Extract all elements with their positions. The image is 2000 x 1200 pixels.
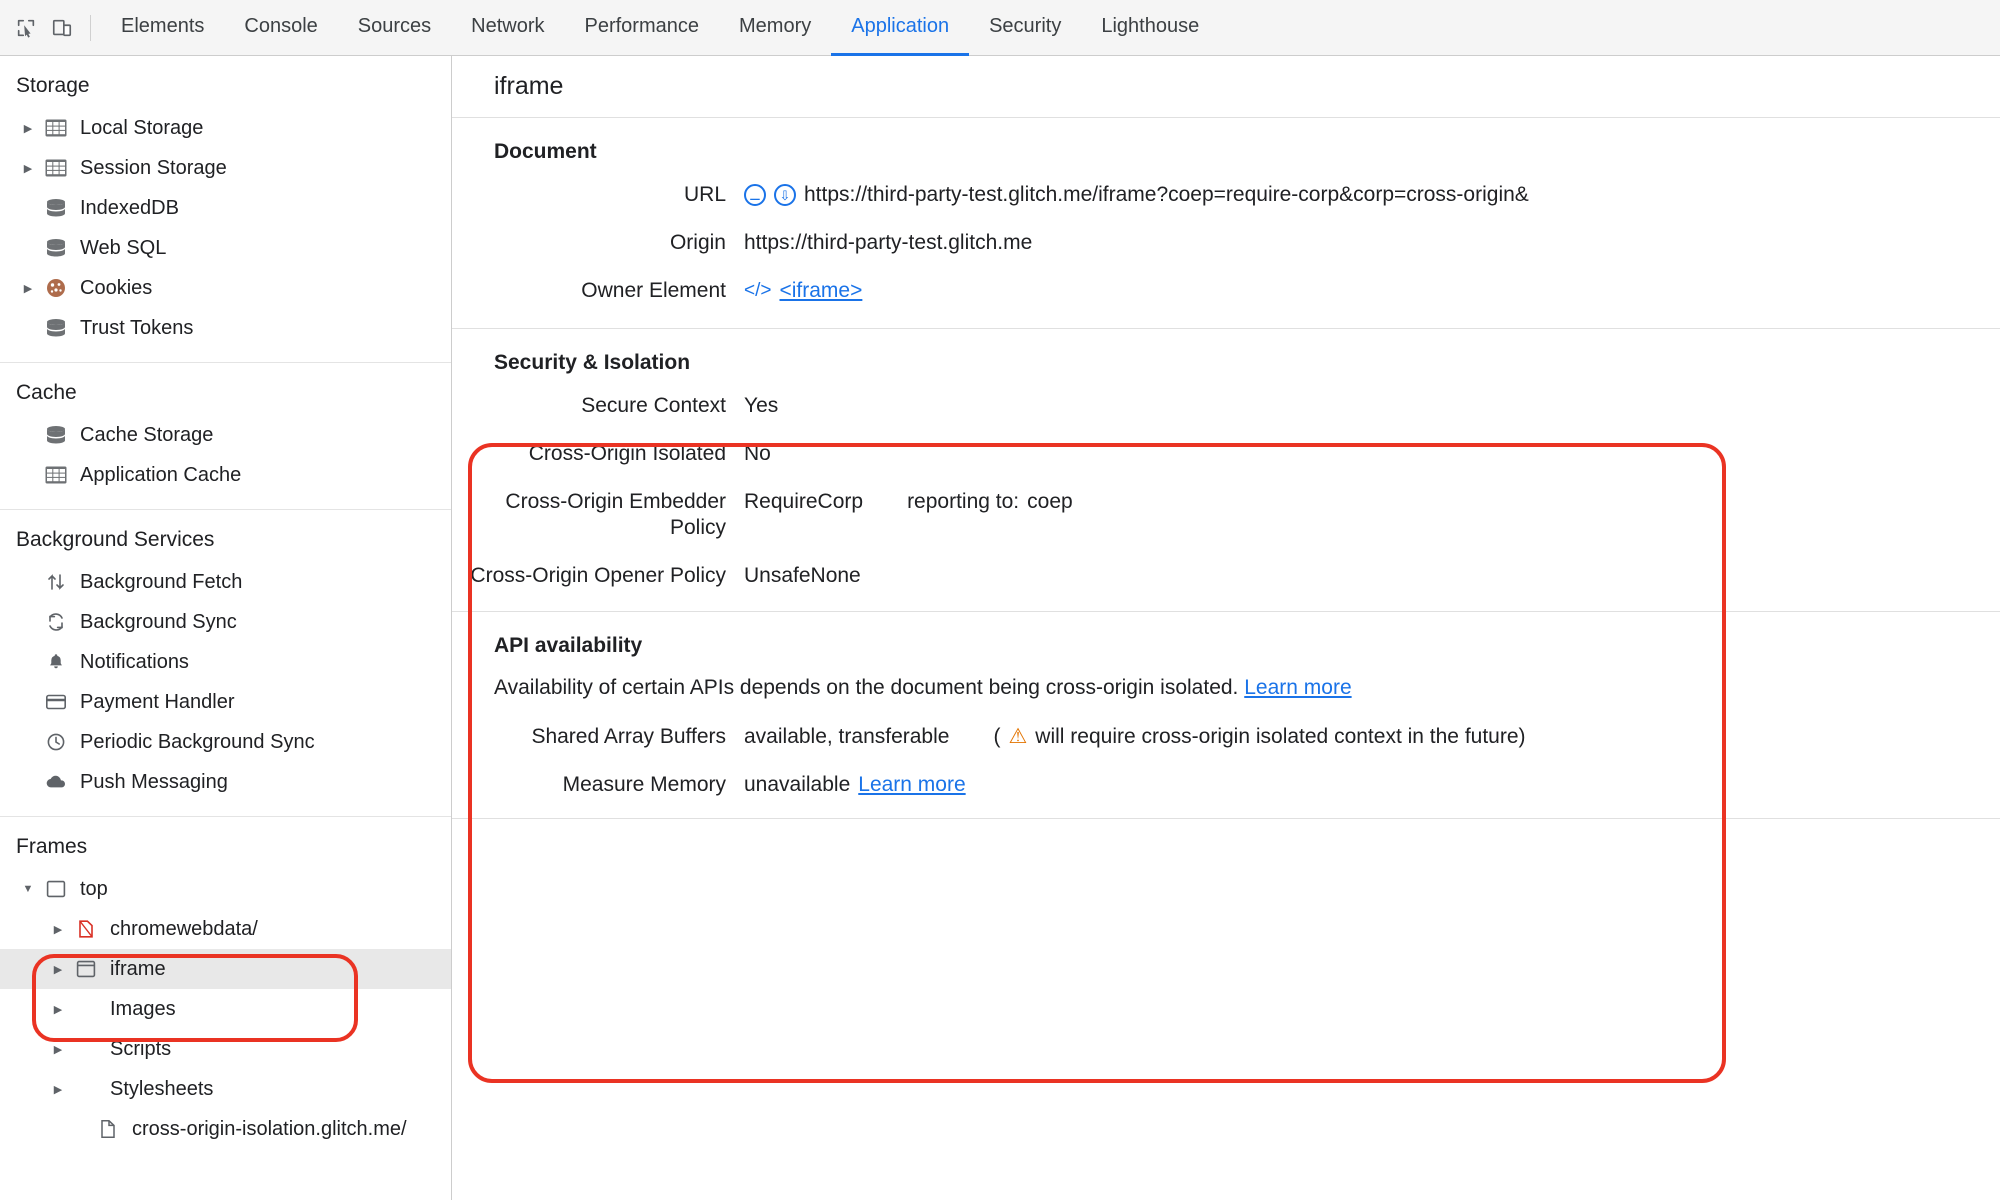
- chevron-placeholder: [18, 469, 38, 482]
- chevron-right-icon[interactable]: ▶: [53, 1083, 63, 1096]
- cookie-icon: [42, 276, 70, 300]
- sidebar-item-label: Push Messaging: [80, 770, 228, 793]
- frame-icon: [42, 877, 70, 901]
- scroll-into-view-icon[interactable]: ⇩: [774, 184, 796, 206]
- sidebar-item-label: Application Cache: [80, 463, 242, 486]
- folder-placeholder-icon: [72, 1037, 100, 1061]
- chevron-right-icon[interactable]: ▶: [53, 1003, 63, 1016]
- sidebar-item-session-storage[interactable]: [0, 148, 451, 188]
- sidebar-item-label: Local Storage: [80, 116, 204, 139]
- api-section-title: API availability: [494, 634, 643, 657]
- learn-more-link[interactable]: Learn more: [1244, 676, 1352, 699]
- field-value: [744, 772, 966, 798]
- application-sidebar: [0, 56, 452, 1200]
- database-icon: [42, 196, 70, 220]
- chevron-placeholder: [18, 776, 38, 789]
- chevron-right-icon[interactable]: ▶: [53, 923, 63, 936]
- field-measure-memory: [452, 772, 2000, 798]
- sidebar-item-cookies[interactable]: [0, 268, 451, 308]
- sidebar-item-notifications[interactable]: [0, 642, 451, 682]
- field-key: URL: [683, 183, 726, 206]
- sidebar-item-stylesheet-file[interactable]: [0, 1109, 451, 1149]
- sidebar-item-label: iframe: [110, 957, 166, 980]
- sidebar-item-scripts[interactable]: [0, 1029, 451, 1069]
- sidebar-item-label: Scripts: [110, 1037, 172, 1060]
- sidebar-item-label: cross-origin-isolation.glitch.me/: [132, 1117, 407, 1140]
- folder-placeholder-icon: [72, 1077, 100, 1101]
- sidebar-item-label: IndexedDB: [80, 196, 179, 219]
- table-icon: [42, 463, 70, 487]
- chevron-placeholder: [18, 242, 38, 255]
- sidebar-item-label: Cache Storage: [80, 423, 214, 446]
- tab-memory[interactable]: [719, 0, 831, 56]
- sidebar-item-label: Images: [110, 997, 176, 1020]
- security-section-title: Security & Isolation: [494, 351, 691, 374]
- field-shared-array-buffers: [452, 724, 2000, 750]
- sab-note-open: (: [993, 725, 1001, 748]
- document-icon: [94, 1117, 122, 1141]
- chevron-placeholder: [70, 1123, 90, 1136]
- folder-placeholder-icon: [72, 997, 100, 1021]
- tab-label: Security: [989, 14, 1062, 37]
- warning-icon: ⚠: [1008, 725, 1028, 748]
- devtools-body: [0, 56, 2000, 1200]
- field-secure-context: [452, 393, 2000, 419]
- sidebar-item-push-messaging[interactable]: [0, 762, 451, 802]
- bell-icon: [42, 650, 70, 674]
- sidebar-item-background-sync[interactable]: [0, 602, 451, 642]
- database-icon: [42, 423, 70, 447]
- sidebar-section-storage: [0, 56, 451, 363]
- field-owner-element: [452, 278, 2000, 304]
- sidebar-item-label: Background Sync: [80, 610, 237, 633]
- sidebar-item-label: Session Storage: [80, 156, 227, 179]
- tab-label: Sources: [357, 14, 432, 37]
- tab-label: Network: [471, 14, 545, 37]
- tab-label: Elements: [121, 14, 205, 37]
- table-icon: [42, 156, 70, 180]
- frame-icon: [72, 957, 100, 981]
- sidebar-item-label: top: [80, 877, 108, 900]
- sidebar-item-images[interactable]: [0, 989, 451, 1029]
- document-section: [452, 118, 2000, 329]
- chevron-right-icon[interactable]: ▶: [23, 162, 33, 175]
- sidebar-item-web-sql[interactable]: [0, 228, 451, 268]
- sidebar-section-frames: [0, 817, 451, 1163]
- sidebar-item-label: Payment Handler: [80, 690, 235, 713]
- sidebar-item-local-storage[interactable]: [0, 108, 451, 148]
- learn-more-link[interactable]: Learn more: [858, 773, 966, 796]
- clock-icon: [42, 730, 70, 754]
- sidebar-item-cache-storage[interactable]: [0, 415, 451, 455]
- panel-tabs: [101, 0, 1219, 56]
- chevron-placeholder: [18, 202, 38, 215]
- sidebar-item-background-fetch[interactable]: [0, 562, 451, 602]
- tab-application[interactable]: [831, 0, 969, 56]
- devtools-toolbar: [0, 0, 2000, 56]
- sidebar-item-payment-handler[interactable]: [0, 682, 451, 722]
- field-key: Owner Element: [581, 279, 726, 302]
- tab-label: Memory: [739, 14, 812, 37]
- api-availability-section: [452, 612, 2000, 819]
- sidebar-section-title: Storage: [16, 74, 90, 97]
- chevron-down-icon[interactable]: ▼: [22, 883, 34, 895]
- field-value: [744, 489, 1073, 515]
- toolbar-divider: [90, 15, 91, 41]
- security-isolation-section: [452, 329, 2000, 612]
- field-value: [744, 724, 1526, 750]
- sidebar-item-label: Cookies: [80, 276, 153, 299]
- sidebar-item-indexeddb[interactable]: [0, 188, 451, 228]
- sidebar-item-stylesheets[interactable]: [0, 1069, 451, 1109]
- table-icon: [42, 116, 70, 140]
- sidebar-item-label: Notifications: [80, 650, 189, 673]
- database-icon: [42, 316, 70, 340]
- field-key: Cross-Origin Opener Policy: [470, 564, 726, 587]
- field-value: No: [744, 442, 771, 465]
- page-title: [452, 56, 2000, 118]
- sidebar-item-label: Stylesheets: [110, 1077, 214, 1100]
- chevron-right-icon[interactable]: ▶: [53, 1043, 63, 1056]
- field-coop: [452, 563, 2000, 589]
- field-cross-origin-isolated: [452, 441, 2000, 467]
- sidebar-item-label: chromewebdata/: [110, 917, 258, 940]
- field-value: Yes: [744, 394, 779, 417]
- sidebar-section-title: Frames: [16, 835, 88, 858]
- chevron-placeholder: [18, 322, 38, 335]
- sidebar-item-label: Periodic Background Sync: [80, 730, 315, 753]
- owner-element-link[interactable]: <iframe>: [779, 279, 863, 302]
- code-icon: </>: [744, 280, 772, 301]
- tab-elements[interactable]: [101, 0, 224, 56]
- sidebar-item-label: Trust Tokens: [80, 316, 194, 339]
- tab-label: Performance: [584, 14, 699, 37]
- sidebar-item-iframe[interactable]: [0, 949, 451, 989]
- tab-label: Application: [851, 14, 950, 37]
- tab-performance[interactable]: [565, 0, 720, 56]
- field-value: [744, 230, 1032, 256]
- field-coep: [452, 489, 2000, 541]
- field-key: Cross-Origin Embedder Policy: [505, 490, 726, 539]
- database-icon: [42, 236, 70, 260]
- sidebar-section-title: Background Services: [16, 528, 215, 551]
- measure-memory-value: unavailable: [744, 773, 851, 796]
- field-origin: [452, 230, 2000, 256]
- tab-network[interactable]: [451, 0, 564, 56]
- chevron-placeholder: [18, 429, 38, 442]
- field-key: Shared Array Buffers: [531, 725, 726, 748]
- sync-icon: [42, 610, 70, 634]
- tab-sources[interactable]: [338, 0, 451, 56]
- field-key: Cross-Origin Isolated: [528, 442, 726, 465]
- chevron-placeholder: [18, 576, 38, 589]
- api-description: [452, 676, 2000, 700]
- chevron-right-icon[interactable]: ▶: [23, 122, 33, 135]
- field-key: Origin: [669, 231, 726, 254]
- coep-reporting-value: coep: [1027, 490, 1073, 513]
- url-text: https://third-party-test.glitch.me/iframe?coep=require-corp&corp=cross-origin&: [804, 183, 1529, 206]
- sidebar-item-top[interactable]: [0, 869, 451, 909]
- origin-text: https://third-party-test.glitch.me: [744, 231, 1033, 254]
- tab-lighthouse[interactable]: [1081, 0, 1219, 56]
- field-value: [744, 278, 862, 304]
- sidebar-section-background-services: [0, 510, 451, 817]
- api-description-text: Availability of certain APIs depends on the document being cross-origin isolated.: [494, 676, 1239, 699]
- device-toolbar-icon[interactable]: [44, 10, 80, 46]
- credit-card-icon: [42, 690, 70, 714]
- page-title-label: iframe: [494, 72, 564, 100]
- cloud-icon: [42, 770, 70, 794]
- sidebar-item-label: Background Fetch: [80, 570, 243, 593]
- tab-label: Console: [244, 14, 318, 37]
- frame-details-panel: [452, 56, 2000, 1200]
- chevron-right-icon[interactable]: ▶: [23, 282, 33, 295]
- sidebar-item-chromewebdata[interactable]: [0, 909, 451, 949]
- sab-note-text: will require cross-origin isolated context in the future): [1035, 725, 1526, 748]
- chevron-placeholder: [18, 656, 38, 669]
- tab-security[interactable]: [969, 0, 1081, 56]
- field-value: [744, 182, 1529, 208]
- document-section-title: Document: [494, 140, 597, 163]
- field-key: Secure Context: [581, 394, 726, 417]
- open-in-source-panel-icon[interactable]: ⚊: [744, 184, 766, 206]
- arrows-updown-icon: [42, 570, 70, 594]
- chevron-placeholder: [18, 696, 38, 709]
- sidebar-section-cache: [0, 363, 451, 510]
- tab-label: Lighthouse: [1101, 14, 1200, 37]
- field-value: UnsafeNone: [744, 564, 861, 587]
- broken-page-icon: [72, 917, 100, 941]
- chevron-placeholder: [18, 736, 38, 749]
- field-key: Measure Memory: [562, 773, 726, 796]
- sidebar-section-title: Cache: [16, 381, 77, 404]
- tab-console[interactable]: [224, 0, 337, 56]
- sab-value: available, transferable: [744, 725, 950, 748]
- sidebar-item-periodic-background-sync[interactable]: [0, 722, 451, 762]
- chevron-placeholder: [18, 616, 38, 629]
- coep-reporting-label: reporting to:: [907, 490, 1020, 513]
- chevron-right-icon[interactable]: ▶: [53, 963, 63, 976]
- sidebar-item-trust-tokens[interactable]: [0, 308, 451, 348]
- sidebar-item-label: Web SQL: [80, 236, 167, 259]
- coep-value: RequireCorp: [744, 490, 864, 513]
- sidebar-item-application-cache[interactable]: [0, 455, 451, 495]
- inspect-element-icon[interactable]: [8, 10, 44, 46]
- field-url: [452, 182, 2000, 208]
